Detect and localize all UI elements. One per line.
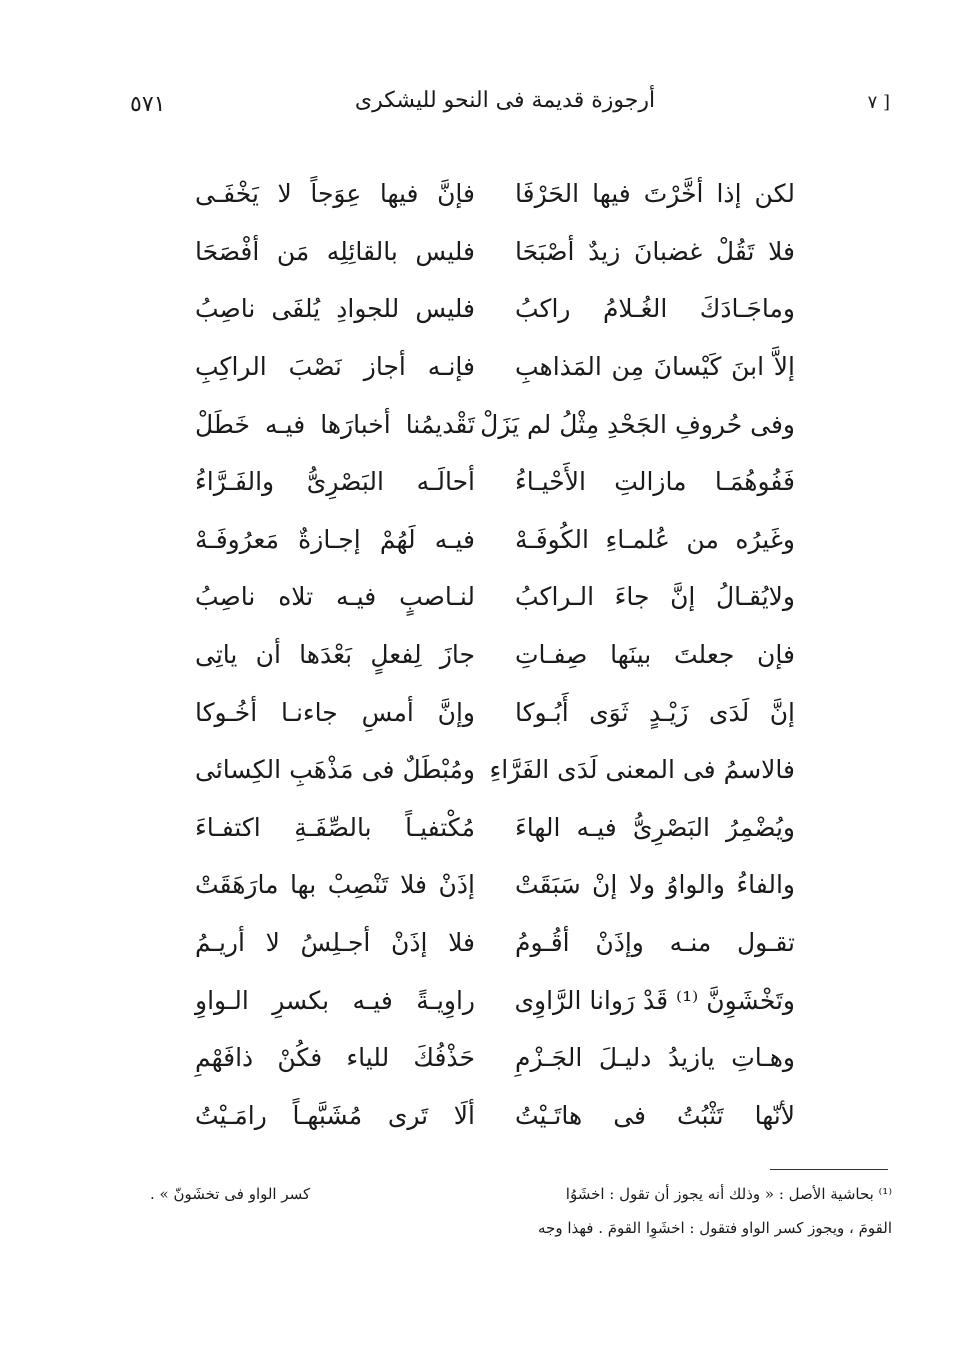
running-title: أرجوزة قديمة فى النحو لليشكرى <box>354 88 656 113</box>
section-mark: [ ٧ <box>867 92 890 113</box>
verse-first-hemistich: إنَّ لَدَى زَيْـدٍ ثَوَى أَبُـوكا <box>515 697 795 727</box>
verse-second-hemistich: راوِيـةً فيـه بكسرِ الـواوِ <box>195 985 475 1015</box>
verse-first-hemistich: وماجَـادَكَ الغُـلامُ راكبُ <box>515 294 795 324</box>
verse-second-hemistich: وإنَّ أمسِ جاءنـا أخُـوكا <box>195 697 475 727</box>
verse-line <box>195 511 795 569</box>
verse-first-hemistich: فإن جعلتَ بينَها صِفـاتِ <box>515 640 795 670</box>
verse-line <box>195 1029 795 1087</box>
verse-line <box>195 395 795 453</box>
verse-first-hemistich: إلاَّ ابنَ كَيْسانَ مِن المَذاهبِ <box>515 352 795 382</box>
verse-second-hemistich: تَقْديمُنا أخبارَها فيـه خَطَلْ <box>195 409 475 439</box>
verse-line <box>195 741 795 799</box>
footnote-line <box>150 1185 892 1219</box>
verse-line <box>195 453 795 511</box>
verse-second-hemistich: فلا إذَنْ أجـلِسُ لا أريـمُ <box>195 928 475 958</box>
verse-first-hemistich: ويُضْمِرُ البَصْرِىُّ فيـه الهاءَ <box>515 812 795 842</box>
verse-first-hemistich: لأنّها تَثْبُتُ فى هاتَـيْتُ <box>515 1100 795 1130</box>
verse-second-hemistich: فيـه لَهُمْ إجـازةٌ مَعرُوفَـهْ <box>195 524 475 554</box>
verse-first-hemistich: فلا تَقُلْ غضبانَ زيدٌ أصْبَحَا <box>515 236 795 266</box>
verse-second-hemistich: فإنَّ فيها عِوَجاً لا يَخْفَـى <box>195 179 475 209</box>
poem <box>195 165 795 1144</box>
page-header <box>120 88 890 122</box>
verse-line <box>195 971 795 1029</box>
verse-second-hemistich: إذَنْ فلا تَنْصِبْ بها مارَهَقَتْ <box>195 870 475 900</box>
verse-first-hemistich: ولايُقـالُ إنَّ جاءَ الـراكبُ <box>515 582 795 612</box>
verse-second-hemistich: جازَ لِفعلٍ بَعْدَها أن ياتِى <box>195 640 475 670</box>
verse-line <box>195 280 795 338</box>
verse-second-hemistich: فليس للجوادِ يُلفَى ناصِبُ <box>195 294 475 324</box>
verse-second-hemistich: فإنـه أجاز نَصْبَ الراكِبِ <box>195 352 475 382</box>
verse-second-hemistich: أحالَـه البَصْرِىُّ والفَـرَّاءُ <box>195 467 475 497</box>
verse-first-hemistich: وتَخْشَوِنَّ ⁽¹⁾ قَدْ رَوانا الرَّاوِى <box>514 985 795 1015</box>
footnote <box>150 1185 892 1253</box>
verse-first-hemistich: فالاسمُ فى المعنى لَدَى الفَرَّاءِ <box>489 755 795 785</box>
verse-line <box>195 626 795 684</box>
verse-line <box>195 799 795 857</box>
footnote-text-continued: القومَ ، ويجوز كسر الواو فتقول : اخشَوِا القومَ . فهذا وجه <box>538 1219 892 1237</box>
verse-line <box>195 683 795 741</box>
verse-first-hemistich: وفى حُروفِ الجَحْدِ مِثْلُ لم يَزَلْ <box>480 409 795 439</box>
verse-second-hemistich: ألَا تَرى مُشَبَّهـاً رامَـيْتُ <box>195 1100 475 1130</box>
verse-second-hemistich: مُكْتفيـاً بالصِّفَـةِ اكتفـاءَ <box>195 812 475 842</box>
verse-first-hemistich: وغَيرُه من عُلمـاءِ الكُوفَـهْ <box>515 524 795 554</box>
page-number: ٥٧١ <box>130 92 166 117</box>
verse-first-hemistich: لكن إذا أخَّرْتَ فيها الحَرْفَا <box>515 179 795 209</box>
verse-line <box>195 223 795 281</box>
verse-second-hemistich: ومُبْطَلٌ فى مَذْهَبِ الكِسائى <box>195 755 475 785</box>
footnote-text-start: ⁽¹⁾ بحاشية الأصل : « وذلك أنه يجوز أن تقول : اخشَوُا <box>565 1185 892 1203</box>
footnote-divider <box>770 1169 888 1170</box>
verse-line <box>195 338 795 396</box>
verse-line <box>195 914 795 972</box>
verse-line <box>195 165 795 223</box>
verse-first-hemistich: فَفُوهُمَـا مازالتِ الأَحْيـاءُ <box>515 467 795 497</box>
verse-first-hemistich: وهـاتِ يازيدُ دليـلَ الجَـزْمِ <box>515 1043 795 1073</box>
verse-line <box>195 1087 795 1145</box>
verse-line <box>195 568 795 626</box>
verse-first-hemistich: والفاءُ والواوُ ولا إنْ سَبَقَتْ <box>515 870 795 900</box>
verse-line <box>195 856 795 914</box>
verse-second-hemistich: حَذْفُكَ للياء فكُنْ ذافَهْمِ <box>195 1043 475 1073</box>
verse-first-hemistich: تقـول منـه وإذَنْ أقُـومُ <box>515 928 795 958</box>
footnote-line <box>150 1219 892 1253</box>
verse-second-hemistich: لنـاصبٍ فيـه تلاه ناصِبُ <box>195 582 475 612</box>
verse-second-hemistich: فليس بالقائِلِه مَن أفْصَحَا <box>195 236 475 266</box>
footnote-text-end: كسر الواو فى تخشَونّ » . <box>150 1185 311 1203</box>
